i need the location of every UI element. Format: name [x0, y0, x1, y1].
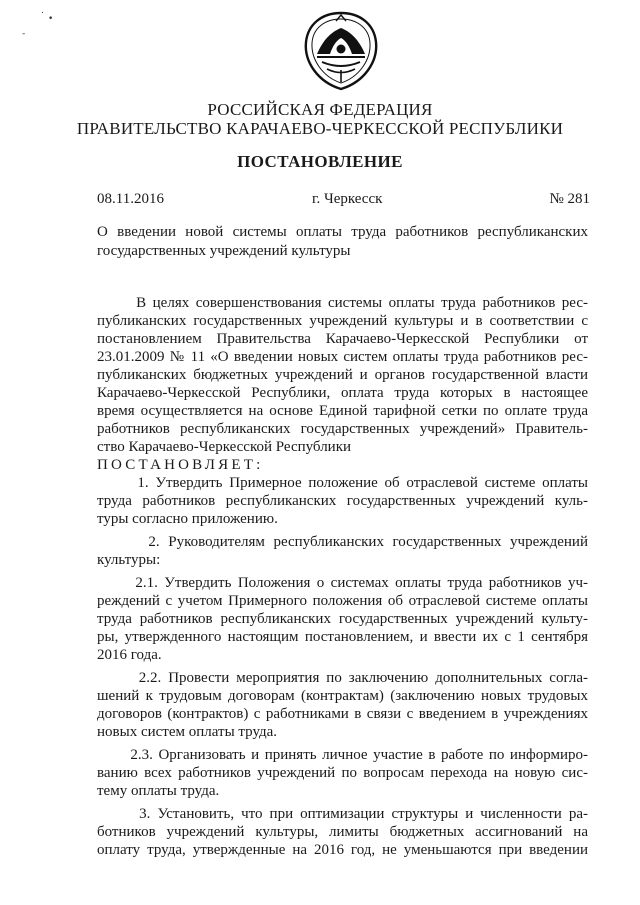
paragraph-list: [97, 474, 588, 859]
subject-line: государственных учреждений культуры: [97, 243, 351, 259]
document-subject: [97, 223, 588, 261]
text-line: труда работников республиканских государственных учреждений культу-: [97, 611, 588, 627]
decree-paragraph: [97, 746, 588, 800]
scan-mark: •: [48, 14, 54, 24]
government-name: ПРАВИТЕЛЬСТВО КАРАЧАЕВО-ЧЕРКЕССКОЙ РЕСПУБЛИКИ: [76, 119, 564, 138]
document-date: 08.11.2016: [97, 191, 164, 207]
text-line: 3. Установить, что при оптимизации структуры и численности ра-: [97, 806, 588, 822]
decree-paragraph: [97, 805, 588, 859]
text-line: труда работников республиканских государственных учреждений куль-: [97, 493, 588, 509]
text-line: реждений с учетом Примерного положения об отраслевой системе оплаты: [97, 593, 588, 609]
text-line: ванию всех работников учреждений по вопросам перехода на новую сис-: [97, 765, 588, 781]
text-line: 23.01.2009 № 11 «О введении новых систем оплаты труда работников рес-: [97, 349, 588, 365]
decree-paragraph: [97, 533, 588, 569]
document-number: № 281: [549, 191, 590, 207]
text-line: тему оплаты труда.: [97, 783, 220, 799]
text-line: работников республиканских государственных учреждений» Правитель-: [97, 421, 588, 437]
scan-mark: -: [22, 29, 26, 39]
text-line: 1. Утвердить Примерное положение об отраслевой системе оплаты: [97, 475, 588, 491]
text-line: оплату труда, утвержденные на 2016 год, не уменьшаются при введении: [97, 842, 588, 858]
text-line: время осуществляется на основе Единой тарифной сетки по оплате труда: [97, 403, 588, 419]
coat-of-arms-icon: [300, 10, 382, 92]
text-line: культуры:: [97, 552, 161, 568]
document-body: [97, 294, 588, 859]
text-line: 2016 года.: [97, 647, 162, 663]
subject-line: О введении новой системы оплаты труда работников республиканских: [97, 224, 588, 240]
text-line: 2.2. Провести мероприятия по заключению дополнительных согла-: [97, 670, 588, 686]
document-city: г. Черкесск: [312, 191, 383, 207]
text-line: новых систем оплаты труда.: [97, 724, 278, 740]
text-line: публиканских бюджетных учреждений и органов государственной власти: [97, 367, 588, 383]
text-line: 2.1. Утвердить Положения о системах оплаты труда работников уч-: [97, 575, 588, 591]
scan-mark: .: [41, 6, 44, 16]
text-line: публиканских государственных учреждений культуры и в соответствии с: [97, 313, 588, 329]
text-line: ство Карачаево-Черкесской Республики: [97, 439, 352, 455]
decree-paragraph: [97, 574, 588, 664]
text-line: 2. Руководителям республиканских государственных учреждений: [97, 534, 588, 550]
text-line: В целях совершенствования системы оплаты труда работников рес-: [97, 295, 588, 311]
text-line: туры согласно приложению.: [97, 511, 278, 527]
text-line: 2.3. Организовать и принять личное участие в работе по информиро-: [97, 747, 588, 763]
country-name: РОССИЙСКАЯ ФЕДЕРАЦИЯ: [207, 100, 433, 119]
text-line: договоров (контрактов) с работниками в связи с введением в учреждениях: [97, 706, 588, 722]
text-line: Карачаево-Черкесской Республики, оплата труда которых в настоящее: [97, 385, 588, 401]
preamble-paragraph: [97, 294, 588, 456]
decree-paragraph: [97, 669, 588, 741]
decrees-word: ПОСТАНОВЛЯЕТ:: [97, 457, 264, 473]
text-line: ботников учреждений культуры, лимиты бюджетных ассигнований на: [97, 824, 588, 840]
text-line: постановлением Правительства Карачаево-Черкесской Республики от: [97, 331, 588, 347]
text-line: шений к трудовым договорам (контрактам) (заключению новых трудовых: [97, 688, 588, 704]
text-line: ры, утвержденного настоящим постановлением, и ввести их с 1 сентября: [97, 629, 588, 645]
decree-paragraph: [97, 474, 588, 528]
document-title: ПОСТАНОВЛЕНИЕ: [237, 152, 403, 171]
